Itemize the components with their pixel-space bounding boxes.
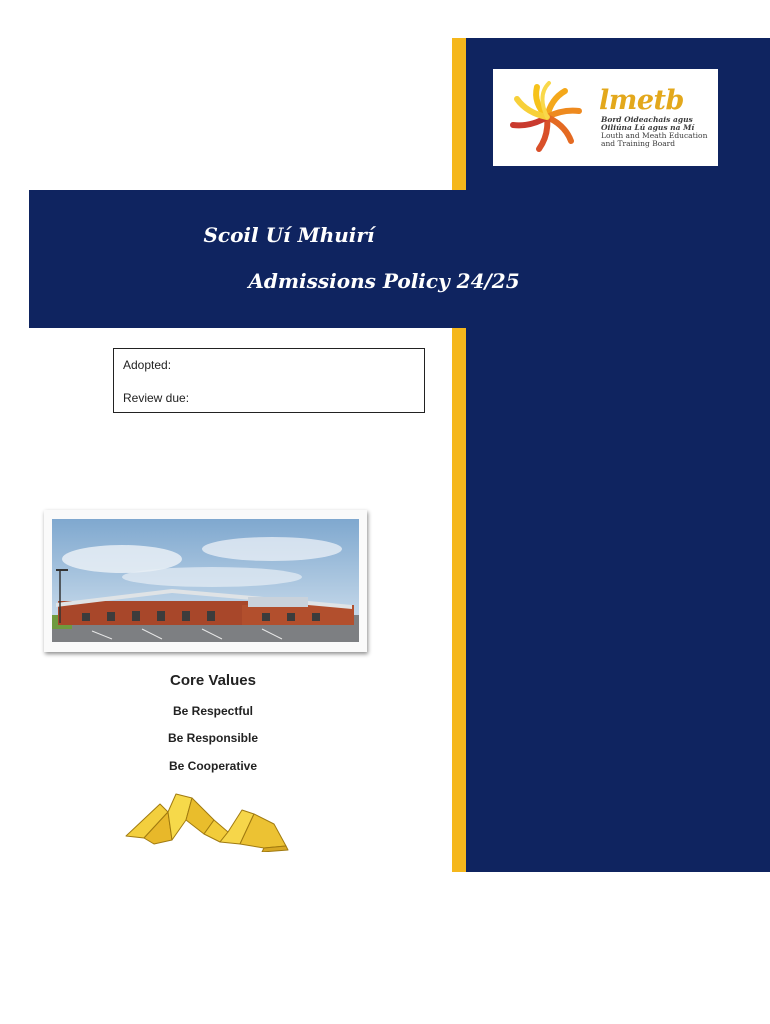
review-due-label: Review due: xyxy=(123,391,190,405)
gold-accent-bar xyxy=(452,38,466,872)
lmetb-logo xyxy=(493,69,718,166)
title-band xyxy=(29,190,466,328)
school-building-image xyxy=(52,519,359,642)
core-value-item: Be Respectful xyxy=(172,704,254,718)
core-values-title: Core Values xyxy=(170,672,256,689)
school-motif-logo-icon xyxy=(124,790,290,852)
policy-title: Admissions Policy 24/25 xyxy=(248,269,520,293)
logo-english-line: and Training Board xyxy=(601,139,676,148)
adopted-label: Adopted: xyxy=(123,358,172,372)
logo-wordmark: lmetb xyxy=(599,85,684,116)
logo-irish-line: Oiliúna Lú agus na Mí xyxy=(601,123,695,132)
dates-box xyxy=(113,348,425,413)
sunburst-logo-icon xyxy=(503,81,595,153)
logo-english-line: Louth and Meath Education xyxy=(601,131,708,140)
logo-irish-line: Bord Oideachais agus xyxy=(601,115,693,124)
core-value-item: Be Responsible xyxy=(167,731,259,745)
logo-subtitle xyxy=(601,116,719,148)
school-photo xyxy=(44,510,367,652)
core-value-item: Be Cooperative xyxy=(168,759,258,773)
school-name: Scoil Uí Mhuirí xyxy=(203,223,375,247)
